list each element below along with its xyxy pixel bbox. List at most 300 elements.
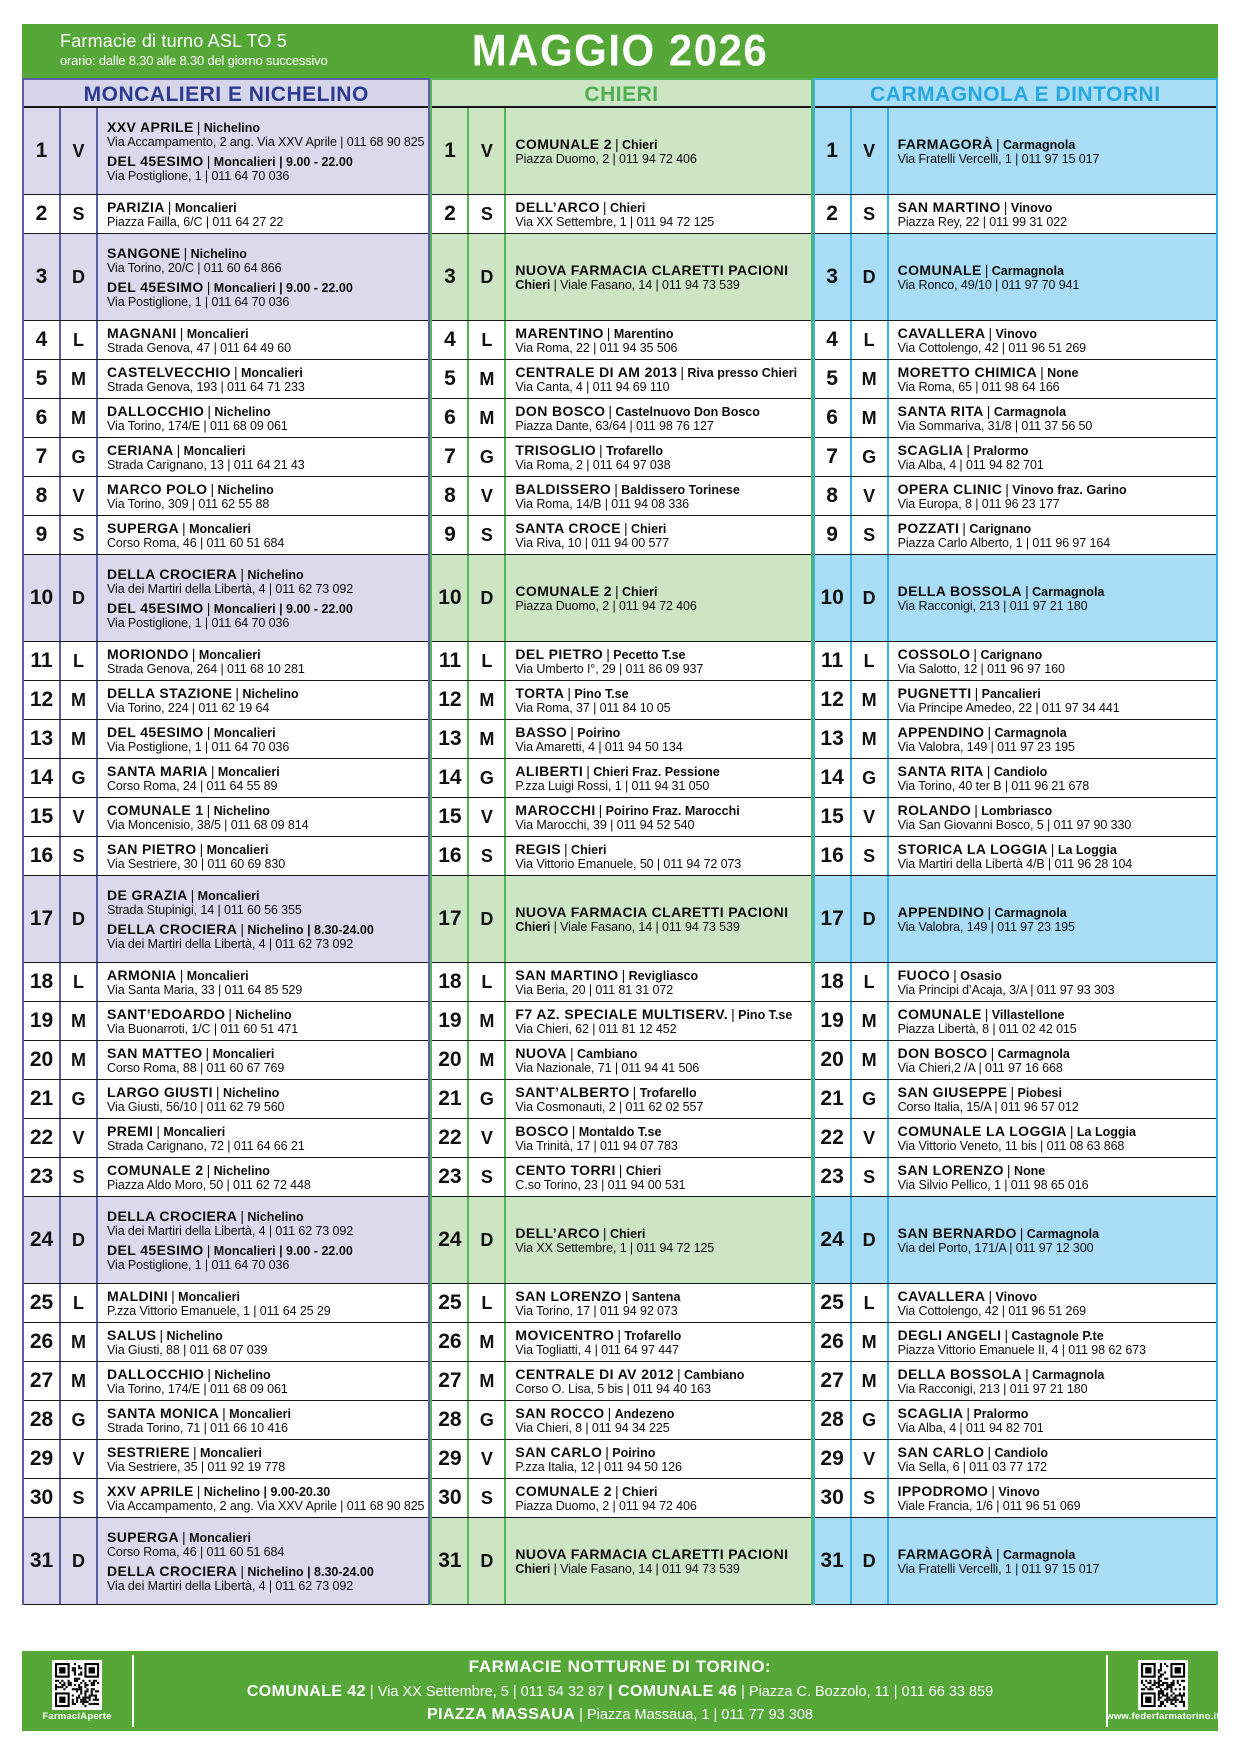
pharmacy-address-line: Strada Carignano, 13 | 011 64 21 43 [107, 458, 305, 472]
day-letter: M [61, 1002, 98, 1040]
pharmacy-name-line: DEL 45ESIMO | Moncalieri | 9.00 - 22.00 [107, 278, 353, 295]
pharmacy-entries [506, 438, 810, 476]
pharmacy-address-line: Via Postiglione, 1 | 011 64 70 036 [107, 740, 290, 754]
pharmacy-entry [107, 245, 424, 276]
pharmacy-entries [889, 837, 1216, 875]
day-number: 30 [815, 1479, 852, 1517]
pharmacy-entry [515, 763, 806, 794]
pharmacy-entry [898, 1366, 1212, 1397]
day-number: 28 [24, 1401, 61, 1439]
pharmacy-entry [898, 685, 1212, 716]
pharmacy-entries [98, 798, 428, 836]
day-row-13 [24, 720, 428, 759]
day-row-6 [815, 399, 1216, 438]
day-row-11 [815, 642, 1216, 681]
pharmacy-address-line: Piazza Duomo, 2 | 011 94 72 406 [515, 152, 697, 166]
month-title: MAGGIO 2026 [471, 25, 769, 76]
day-number: 5 [432, 360, 469, 398]
day-number: 13 [815, 720, 852, 758]
day-number: 24 [815, 1197, 852, 1283]
page-subtitle: orario: dalle 8.30 alle 8.30 del giorno successivo [60, 52, 328, 68]
pharmacy-entry [107, 325, 424, 356]
pharmacy-address-line: Via Roma, 2 | 011 64 97 038 [515, 458, 671, 472]
day-letter: V [852, 477, 889, 515]
pharmacy-name-line: MORETTO CHIMICA | None [897, 363, 1079, 380]
pharmacy-entries [889, 195, 1216, 233]
pharmacy-entries [889, 720, 1216, 758]
day-letter: D [469, 555, 506, 641]
pharmacy-address-line: Via San Giovanni Bosco, 5 | 011 97 90 330 [897, 818, 1132, 832]
pharmacy-name-line: CENTRALE DI AM 2013 | Riva presso Chieri [515, 363, 798, 380]
pharmacy-entries [98, 1362, 428, 1400]
pharmacy-name-line: SANTA CROCE | Chieri [515, 519, 667, 536]
pharmacy-address-line: Via Sommariva, 31/8 | 011 37 56 50 [897, 419, 1093, 433]
pharmacy-entries [889, 1119, 1216, 1157]
pharmacy-entries [98, 759, 428, 797]
pharmacy-name-line: DEL 45ESIMO | Moncalieri [107, 723, 276, 740]
pharmacy-entry [107, 403, 424, 434]
zone-column-1 [22, 78, 430, 1605]
pharmacy-address-line: P.zza Italia, 12 | 011 94 50 126 [515, 1460, 682, 1474]
day-row-28 [815, 1401, 1216, 1440]
pharmacy-name-line: FARMAGORÀ | Carmagnola [897, 1545, 1076, 1562]
pharmacy-name-line: PREMI | Moncalieri [107, 1122, 226, 1139]
day-number: 11 [432, 642, 469, 680]
day-letter: S [469, 195, 506, 233]
day-letter: M [61, 1362, 98, 1400]
day-number: 2 [24, 195, 61, 233]
pharmacy-entries [98, 516, 428, 554]
pharmacy-address-line: Via Alba, 4 | 011 94 82 701 [897, 1421, 1044, 1435]
pharmacy-address-line: Strada Genova, 47 | 011 64 49 60 [107, 341, 291, 355]
pharmacy-name-line: COMUNALE LA LOGGIA | La Loggia [897, 1122, 1136, 1139]
day-number: 16 [432, 837, 469, 875]
pharmacy-entries [889, 1041, 1216, 1079]
pharmacy-entry [898, 364, 1212, 395]
pharmacy-name-line: REGIS | Chieri [515, 840, 607, 857]
pharmacy-entry [515, 646, 806, 677]
day-number: 8 [815, 477, 852, 515]
day-letter: V [469, 108, 506, 194]
pharmacy-address-line: Via Torino, 174/E | 011 68 09 061 [107, 419, 288, 433]
day-letter: M [469, 1323, 506, 1361]
day-number: 6 [432, 399, 469, 437]
day-letter: S [852, 837, 889, 875]
day-number: 15 [815, 798, 852, 836]
footer-line2: PIAZZA MASSAUA | Piazza Massaua, 1 | 011 77 93 308 [427, 1706, 813, 1724]
day-letter: D [469, 1197, 506, 1283]
pharmacy-name-line: MOVICENTRO | Trofarello [515, 1326, 682, 1343]
pharmacy-entries [98, 1401, 428, 1439]
day-letter: L [469, 963, 506, 1001]
day-row-25 [24, 1284, 428, 1323]
day-number: 15 [432, 798, 469, 836]
day-row-24 [24, 1197, 428, 1284]
pharmacy-name-line: DELLA CROCIERA | Nichelino | 8.30-24.00 [107, 1562, 374, 1579]
day-number: 17 [815, 876, 852, 962]
pharmacy-name-line: CASTELVECCHIO | Moncalieri [107, 363, 303, 380]
pharmacy-address-line: Via Racconigi, 213 | 011 97 21 180 [897, 1382, 1088, 1396]
pharmacy-entries [98, 681, 428, 719]
pharmacy-entry [515, 1084, 806, 1115]
pharmacy-entry [107, 600, 424, 631]
pharmacy-entries [889, 1002, 1216, 1040]
day-number: 1 [815, 108, 852, 194]
pharmacy-address-line: Via Principe Amedeo, 22 | 011 97 34 441 [897, 701, 1120, 715]
pharmacy-entry [898, 646, 1212, 677]
pharmacy-entry [515, 1045, 806, 1076]
pharmacy-entries [889, 1323, 1216, 1361]
pharmacy-address-line: Via Racconigi, 213 | 011 97 21 180 [897, 599, 1088, 613]
day-number: 18 [815, 963, 852, 1001]
day-number: 31 [815, 1518, 852, 1604]
day-row-2 [432, 195, 810, 234]
pharmacy-name-line: BALDISSERO | Baldissero Torinese [515, 480, 740, 497]
day-letter: L [61, 1284, 98, 1322]
pharmacy-entries [98, 1041, 428, 1079]
pharmacy-name-line: DELL’ARCO | Chieri [515, 198, 646, 215]
day-number: 26 [432, 1323, 469, 1361]
day-row-4 [815, 321, 1216, 360]
day-letter: V [61, 477, 98, 515]
day-row-29 [815, 1440, 1216, 1479]
pharmacy-address-line: Via Canta, 4 | 011 94 69 110 [515, 380, 670, 394]
day-row-9 [815, 516, 1216, 555]
pharmacy-entries [506, 1518, 810, 1604]
pharmacy-entries [98, 108, 428, 194]
pharmacy-name-line: PUGNETTI | Pancalieri [897, 684, 1041, 701]
day-letter: V [852, 798, 889, 836]
day-row-13 [815, 720, 1216, 759]
pharmacy-address-line: Via Santa Maria, 33 | 011 64 85 529 [107, 983, 303, 997]
day-row-10 [432, 555, 810, 642]
pharmacy-entries [889, 555, 1216, 641]
day-row-21 [815, 1080, 1216, 1119]
pharmacy-address-line: Via Chieri, 62 | 011 81 12 452 [515, 1022, 677, 1036]
day-row-5 [24, 360, 428, 399]
pharmacy-entry [515, 724, 806, 755]
day-row-14 [432, 759, 810, 798]
pharmacy-name-line: SAN ROCCO | Andezeno [515, 1404, 675, 1421]
pharmacy-entry [898, 802, 1212, 833]
zone-column-3 [813, 78, 1218, 1605]
pharmacy-name-line: DELLA CROCIERA | Nichelino [107, 1207, 304, 1224]
pharmacy-name-line: SAN LORENZO | Santena [515, 1287, 681, 1304]
pharmacy-address-line: Via Giusti, 88 | 011 68 07 039 [107, 1343, 268, 1357]
pharmacy-name-line: DON BOSCO | Castelnuovo Don Bosco [515, 402, 760, 419]
day-number: 19 [815, 1002, 852, 1040]
pharmacy-entry [107, 763, 424, 794]
day-row-13 [432, 720, 810, 759]
day-letter: G [61, 1401, 98, 1439]
day-letter: D [61, 234, 98, 320]
pharmacy-address-line: Via Valobra, 149 | 011 97 23 195 [897, 920, 1075, 934]
pharmacy-name-line: SANTA RITA | Candiolo [897, 762, 1048, 779]
day-number: 7 [432, 438, 469, 476]
pharmacy-entries [506, 399, 810, 437]
pharmacy-entries [889, 963, 1216, 1001]
top-header-bar [22, 24, 1218, 78]
pharmacy-name-line: MARCO POLO | Nichelino [107, 480, 274, 497]
day-number: 15 [24, 798, 61, 836]
day-number: 4 [432, 321, 469, 359]
pharmacy-address-line: Via Alba, 4 | 011 94 82 701 [897, 458, 1044, 472]
pharmacy-entry [515, 481, 806, 512]
pharmacy-entries [506, 1080, 810, 1118]
pharmacy-entry [898, 136, 1212, 167]
pharmacy-address-line: Via Fratelli Vercelli, 1 | 011 97 15 017 [897, 152, 1100, 166]
pharmacy-entry [107, 1288, 424, 1319]
pharmacy-address-line: Strada Torino, 71 | 011 66 10 416 [107, 1421, 288, 1435]
day-row-29 [24, 1440, 428, 1479]
pharmacy-entries [506, 234, 810, 320]
pharmacy-address-line: Piazza Carlo Alberto, 1 | 011 96 97 164 [897, 536, 1111, 550]
pharmacy-entries [98, 720, 428, 758]
pharmacy-name-line: SUPERGA | Moncalieri [107, 1528, 251, 1545]
pharmacy-address-line: Via Roma, 22 | 011 94 35 506 [515, 341, 678, 355]
pharmacy-name-line: SCAGLIA | Pralormo [897, 441, 1029, 458]
day-letter: L [469, 321, 506, 359]
pharmacy-address-line: Via Torino, 174/E | 011 68 09 061 [107, 1382, 288, 1396]
pharmacy-address-line: Corso Roma, 24 | 011 64 55 89 [107, 779, 278, 793]
pharmacy-address-line: Via Moncenisio, 38/5 | 011 68 09 814 [107, 818, 309, 832]
pharmacy-name-line: SANGONE | Nichelino [107, 244, 247, 261]
day-row-31 [815, 1518, 1216, 1605]
day-number: 6 [24, 399, 61, 437]
day-row-28 [432, 1401, 810, 1440]
day-letter: S [61, 837, 98, 875]
day-letter: S [852, 1479, 889, 1517]
pharmacy-name-line: OPERA CLINIC | Vinovo fraz. Garino [897, 480, 1127, 497]
pharmacy-entries [889, 1440, 1216, 1478]
day-number: 20 [432, 1041, 469, 1079]
day-row-26 [815, 1323, 1216, 1362]
day-row-8 [24, 477, 428, 516]
day-row-15 [815, 798, 1216, 837]
day-row-17 [432, 876, 810, 963]
pharmacy-name-line: DELLA BOSSOLA | Carmagnola [897, 1365, 1105, 1382]
pharmacy-entry [107, 1084, 424, 1115]
pharmacy-entries [98, 1002, 428, 1040]
day-number: 25 [432, 1284, 469, 1322]
day-letter: M [469, 1362, 506, 1400]
pharmacy-address-line: Chieri | Viale Fasano, 14 | 011 94 73 539 [515, 1561, 740, 1576]
day-letter: V [61, 798, 98, 836]
pharmacy-name-line: F7 AZ. SPECIALE MULTISERV. | Pino T.se [515, 1005, 793, 1022]
day-letter: M [61, 720, 98, 758]
day-letter: V [469, 477, 506, 515]
pharmacy-entry [898, 1444, 1212, 1475]
day-row-6 [24, 399, 428, 438]
pharmacy-entry [515, 1225, 806, 1256]
pharmacy-entries [506, 1119, 810, 1157]
pharmacy-entry [107, 1242, 424, 1273]
day-number: 14 [815, 759, 852, 797]
day-row-16 [815, 837, 1216, 876]
day-letter: G [61, 759, 98, 797]
day-number: 23 [432, 1158, 469, 1196]
pharmacy-entry [107, 1529, 424, 1560]
pharmacy-address-line: Via Giusti, 56/10 | 011 62 79 560 [107, 1100, 285, 1114]
day-number: 21 [815, 1080, 852, 1118]
pharmacy-entries [889, 360, 1216, 398]
pharmacy-name-line: CENTRALE DI AV 2012 | Cambiano [515, 1365, 745, 1382]
day-number: 28 [432, 1401, 469, 1439]
pharmacy-address-line: Via Postiglione, 1 | 011 64 70 036 [107, 168, 290, 183]
day-letter: D [469, 234, 506, 320]
pharmacy-name-line: POZZATI | Carignano [897, 519, 1032, 536]
pharmacy-entry [107, 1208, 424, 1239]
pharmacy-entries [98, 1518, 428, 1604]
pharmacy-entries [889, 234, 1216, 320]
pharmacy-entries [889, 1362, 1216, 1400]
pharmacy-entry [515, 199, 806, 230]
day-letter: V [852, 1440, 889, 1478]
day-letter: V [469, 1440, 506, 1478]
pharmacy-entry [107, 442, 424, 473]
pharmacy-entries [506, 1284, 810, 1322]
pharmacy-address-line: Via Vittorio Veneto, 11 bis | 011 08 63 868 [897, 1139, 1125, 1153]
pharmacy-entries [889, 876, 1216, 962]
pharmacy-entry [107, 724, 424, 755]
day-row-22 [815, 1119, 1216, 1158]
pharmacy-entry [898, 583, 1212, 614]
pharmacy-name-line: FUOCO | Osasio [897, 966, 1002, 983]
day-letter: V [469, 1119, 506, 1157]
pharmacy-address-line: Corso O. Lisa, 5 bis | 011 94 40 163 [515, 1382, 711, 1396]
pharmacy-name-line: SAN MARTINO | Revigliasco [515, 966, 699, 983]
pharmacy-address-line: Piazza Duomo, 2 | 011 94 72 406 [515, 599, 697, 613]
pharmacy-entry [107, 520, 424, 551]
pharmacy-name-line: APPENDINO | Carmagnola [897, 903, 1067, 920]
pharmacy-entries [889, 759, 1216, 797]
day-row-20 [432, 1041, 810, 1080]
day-row-15 [24, 798, 428, 837]
pharmacy-entry [898, 262, 1212, 293]
pharmacy-entries [506, 321, 810, 359]
pharmacy-address-line: Chieri | Viale Fasano, 14 | 011 94 73 539 [515, 919, 740, 934]
pharmacy-entry [107, 199, 424, 230]
pharmacy-name-line: DEL PIETRO | Pecetto T.se [515, 645, 686, 662]
pharmacy-entry [898, 1327, 1212, 1358]
day-letter: D [852, 1518, 889, 1604]
pharmacy-name-line: CENTO TORRI | Chieri [515, 1161, 662, 1178]
pharmacy-address-line: Via Chieri, 8 | 011 94 34 225 [515, 1421, 670, 1435]
day-letter: S [61, 516, 98, 554]
pharmacy-address-line: Corso Roma, 88 | 011 60 67 769 [107, 1061, 285, 1075]
day-number: 16 [24, 837, 61, 875]
day-row-21 [432, 1080, 810, 1119]
day-letter: L [852, 1284, 889, 1322]
day-row-31 [24, 1518, 428, 1605]
day-number: 23 [815, 1158, 852, 1196]
day-row-20 [815, 1041, 1216, 1080]
day-row-3 [24, 234, 428, 321]
pharmacy-name-line: SANTA RITA | Carmagnola [897, 402, 1067, 419]
pharmacy-address-line: Viale Francia, 1/6 | 011 96 51 069 [897, 1499, 1081, 1513]
pharmacy-entries [889, 1479, 1216, 1517]
day-letter: M [469, 360, 506, 398]
day-row-16 [24, 837, 428, 876]
day-letter: M [469, 1002, 506, 1040]
day-letter: D [61, 876, 98, 962]
pharmacy-entries [889, 1158, 1216, 1196]
pharmacy-entry [107, 841, 424, 872]
pharmacy-name-line: BOSCO | Montaldo T.se [515, 1122, 662, 1139]
day-row-9 [24, 516, 428, 555]
day-letter: M [61, 360, 98, 398]
pharmacy-entry [515, 136, 806, 167]
pharmacy-entry [107, 646, 424, 677]
pharmacy-entries [506, 1440, 810, 1478]
day-number: 27 [24, 1362, 61, 1400]
day-letter: M [469, 399, 506, 437]
day-number: 29 [24, 1440, 61, 1478]
pharmacy-entry [898, 199, 1212, 230]
pharmacy-address-line: Corso Roma, 46 | 011 60 51 684 [107, 536, 285, 550]
pharmacy-entries [506, 720, 810, 758]
pharmacy-name-line: FARMAGORÀ | Carmagnola [897, 135, 1076, 152]
day-letter: L [852, 963, 889, 1001]
day-letter: S [61, 1479, 98, 1517]
day-row-30 [815, 1479, 1216, 1518]
pharmacy-entries [506, 1401, 810, 1439]
pharmacy-name-line: PARIZIA | Moncalieri [107, 198, 237, 215]
pharmacy-name-line: DALLOCCHIO | Nichelino [107, 402, 271, 419]
day-number: 25 [24, 1284, 61, 1322]
day-letter: D [61, 555, 98, 641]
pharmacy-entry [107, 1123, 424, 1154]
pharmacy-entry [515, 685, 806, 716]
day-letter: S [61, 1158, 98, 1196]
pharmacy-entry [898, 1288, 1212, 1319]
day-letter: G [469, 1401, 506, 1439]
day-row-19 [815, 1002, 1216, 1041]
pharmacy-entry [515, 1405, 806, 1436]
pharmacy-name-line: CAVALLERA | Vinovo [897, 1287, 1037, 1304]
day-row-16 [432, 837, 810, 876]
pharmacy-entries [889, 1080, 1216, 1118]
pharmacy-entries [506, 642, 810, 680]
pharmacy-address-line: Via Ronco, 49/10 | 011 97 70 941 [897, 278, 1080, 292]
day-number: 13 [24, 720, 61, 758]
day-number: 24 [24, 1197, 61, 1283]
pharmacy-entries [98, 642, 428, 680]
pharmacy-entries [98, 234, 428, 320]
pharmacy-address-line: P.zza Luigi Rossi, 1 | 011 94 31 050 [515, 779, 710, 793]
pharmacy-entry [898, 325, 1212, 356]
pharmacy-address-line: Via Torino, 224 | 011 62 19 64 [107, 701, 270, 715]
pharmacy-entry [898, 967, 1212, 998]
pharmacy-entry [107, 566, 424, 597]
qr-left-block [22, 1660, 132, 1722]
day-row-12 [24, 681, 428, 720]
day-number: 21 [24, 1080, 61, 1118]
pharmacy-name-line: SESTRIERE | Moncalieri [107, 1443, 262, 1460]
pharmacy-entries [98, 399, 428, 437]
pharmacy-name-line: SANT’EDOARDO | Nichelino [107, 1005, 292, 1022]
pharmacy-address-line: Piazza Aldo Moro, 50 | 011 62 72 448 [107, 1178, 311, 1192]
pharmacy-entries [506, 759, 810, 797]
pharmacy-address-line: Piazza Failla, 6/C | 011 64 27 22 [107, 215, 284, 229]
pharmacy-name-line: BASSO | Poirino [515, 723, 621, 740]
day-row-3 [432, 234, 810, 321]
day-number: 28 [815, 1401, 852, 1439]
day-letter: D [852, 555, 889, 641]
pharmacy-entry [515, 583, 806, 614]
pharmacy-entries [506, 108, 810, 194]
pharmacy-name-line: DEGLI ANGELI | Castagnole P.te [897, 1326, 1104, 1343]
